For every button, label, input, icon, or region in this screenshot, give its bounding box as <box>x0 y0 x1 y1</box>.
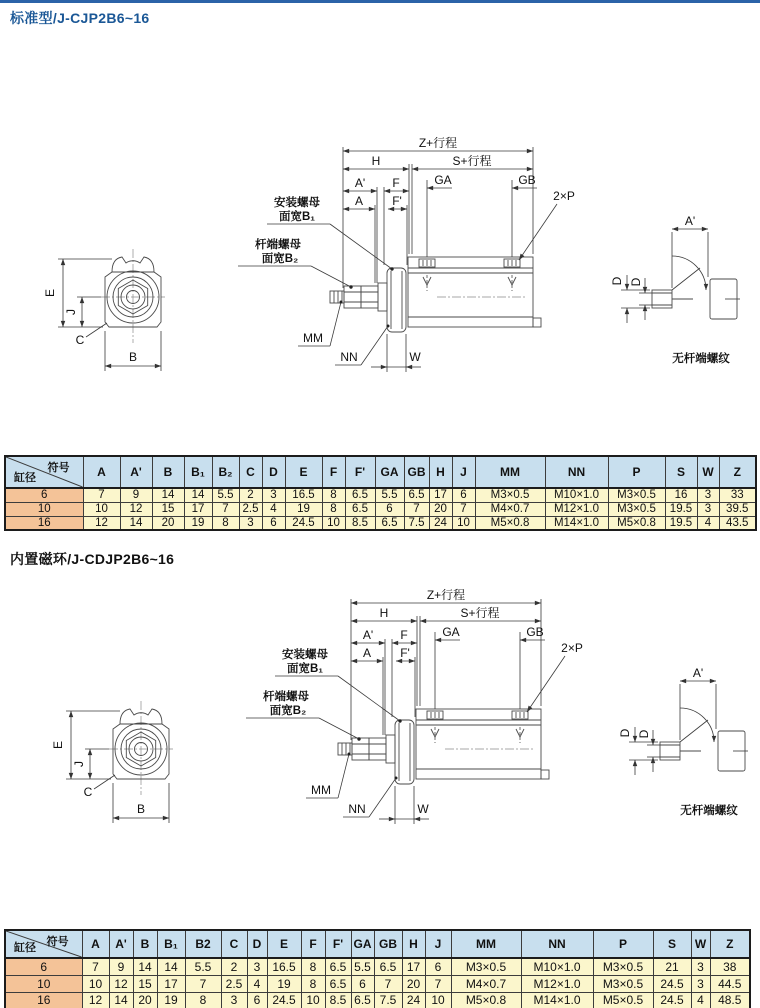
table-cell: M3×0.5 <box>608 502 665 516</box>
dim-label-a-prime: A' <box>354 176 366 190</box>
col-header: GB <box>374 930 402 958</box>
bore-cell: 10 <box>5 975 82 992</box>
table-cell: 8.5 <box>325 992 351 1008</box>
table-cell: 2 <box>239 488 262 502</box>
table-cell: 19 <box>267 975 301 992</box>
table-cell: 10 <box>425 992 451 1008</box>
table-cell: 7 <box>452 502 475 516</box>
table-row <box>5 516 756 530</box>
dim-label-h: H <box>371 154 381 168</box>
col-header: MM <box>475 456 545 488</box>
mount-nut-label-line1: 安装螺母 <box>274 197 320 209</box>
col-header: E <box>267 930 301 958</box>
dim-label-z-stroke: Z+行程 <box>418 136 458 150</box>
dim-label-s-stroke: S+行程 <box>452 154 492 168</box>
table-cell: 3 <box>697 502 719 516</box>
table-cell: 19 <box>285 502 322 516</box>
table-cell: 24.5 <box>653 975 691 992</box>
col-header: MM <box>451 930 521 958</box>
table-cell: 10 <box>452 516 475 530</box>
col-header: GA <box>351 930 374 958</box>
table-cell: 3 <box>691 958 710 975</box>
table-row <box>5 488 756 502</box>
table-cell: 7.5 <box>374 992 402 1008</box>
table-cell: 10 <box>322 516 345 530</box>
table-cell: 3 <box>262 488 285 502</box>
detail-caption: 无杆端螺纹 <box>672 353 730 365</box>
table-cell: M5×0.8 <box>475 516 545 530</box>
table-cell: 6 <box>452 488 475 502</box>
table-cell: 48.5 <box>710 992 750 1008</box>
table-cell: 16 <box>665 488 697 502</box>
table-cell: 7 <box>404 502 429 516</box>
dim-label-e: E <box>43 288 57 298</box>
table-cell: 12 <box>120 502 152 516</box>
table-cell: 24.5 <box>285 516 322 530</box>
bore-cell: 16 <box>5 516 83 530</box>
col-header: F' <box>345 456 375 488</box>
table-cell: 20 <box>402 975 425 992</box>
bore-cell: 10 <box>5 502 83 516</box>
table-cell: 16.5 <box>267 958 301 975</box>
col-header: J <box>452 456 475 488</box>
table-row <box>5 958 750 975</box>
table-cell: M3×0.5 <box>451 958 521 975</box>
col-header: C <box>239 456 262 488</box>
table-cell: M3×0.5 <box>593 958 653 975</box>
col-header: B2 <box>185 930 221 958</box>
dim-label-f: F <box>392 176 400 190</box>
col-header: B₂ <box>212 456 239 488</box>
table-cell: 20 <box>133 992 157 1008</box>
bore-cell: 16 <box>5 992 82 1008</box>
table-cell: 17 <box>157 975 185 992</box>
dim-label-c: C <box>75 333 85 347</box>
col-header: S <box>653 930 691 958</box>
table-cell: 14 <box>152 488 184 502</box>
table-row <box>5 975 750 992</box>
front-view <box>43 249 165 371</box>
table-cell: 6.5 <box>345 502 375 516</box>
table-cell: M5×0.8 <box>608 516 665 530</box>
table-row <box>5 502 756 516</box>
rod-end-detail-view <box>610 214 740 365</box>
table-cell: 24 <box>429 516 452 530</box>
dim-label-j: J <box>64 309 78 315</box>
table-cell: 3 <box>221 992 247 1008</box>
mount-nut-label-line2: 面宽B₁ <box>278 211 316 223</box>
table-cell: 6.5 <box>325 975 351 992</box>
dim-label-mm: MM <box>303 331 323 345</box>
table-cell: 7 <box>82 958 109 975</box>
dimension-table-magnetic <box>4 929 751 1008</box>
cylinder-drawing-2 <box>51 588 748 824</box>
dim-label-a: A <box>354 194 364 208</box>
table-cell: 4 <box>697 516 719 530</box>
table-cell: M10×1.0 <box>521 958 593 975</box>
table-cell: 6.5 <box>325 958 351 975</box>
table-cell: M3×0.5 <box>593 975 653 992</box>
detail-label-d1: D <box>610 276 624 286</box>
table-cell: 20 <box>429 502 452 516</box>
table-cell: 19 <box>157 992 185 1008</box>
col-header: A' <box>109 930 133 958</box>
table-cell: 5.5 <box>212 488 239 502</box>
dimension-table-standard <box>4 455 757 531</box>
table-cell: 5.5 <box>375 488 404 502</box>
table-cell: 10 <box>301 992 325 1008</box>
table-cell: M14×1.0 <box>521 992 593 1008</box>
table-cell: 9 <box>109 958 133 975</box>
table-cell: M3×0.5 <box>608 488 665 502</box>
table-cell: 8 <box>212 516 239 530</box>
table-cell: 5.5 <box>185 958 221 975</box>
table-cell: 5.5 <box>351 958 374 975</box>
table-cell: 14 <box>157 958 185 975</box>
table-cell: 3 <box>239 516 262 530</box>
table-cell: M14×1.0 <box>545 516 608 530</box>
dim-label-2xp: 2×P <box>553 189 575 203</box>
table-cell: 7.5 <box>404 516 429 530</box>
col-header: Z <box>710 930 750 958</box>
table-cell: M12×1.0 <box>521 975 593 992</box>
table-cell: 6 <box>351 975 374 992</box>
col-header: B₁ <box>157 930 185 958</box>
table-cell: 6.5 <box>404 488 429 502</box>
table-cell: 4 <box>691 992 710 1008</box>
col-header: NN <box>521 930 593 958</box>
corner-header <box>5 930 82 958</box>
corner-label-bore: 缸径 <box>14 942 36 954</box>
table-cell: 4 <box>262 502 285 516</box>
col-header: NN <box>545 456 608 488</box>
corner-header <box>5 456 83 488</box>
table-cell: 6 <box>425 958 451 975</box>
table-cell: 15 <box>152 502 184 516</box>
rod-nut-label-line1: 杆端螺母 <box>255 239 301 251</box>
table-cell: 6 <box>262 516 285 530</box>
table-cell: 7 <box>374 975 402 992</box>
table-cell: 8 <box>322 502 345 516</box>
table-cell: 24.5 <box>267 992 301 1008</box>
table-cell: 12 <box>82 992 109 1008</box>
col-header: F <box>301 930 325 958</box>
table-cell: 3 <box>697 488 719 502</box>
col-header: A <box>83 456 120 488</box>
col-header: W <box>691 930 710 958</box>
bore-cell: 6 <box>5 488 83 502</box>
table-cell: 24.5 <box>653 992 691 1008</box>
col-header: Z <box>719 456 756 488</box>
corner-label-bore: 缸径 <box>14 472 36 484</box>
col-header: H <box>402 930 425 958</box>
table-cell: M4×0.7 <box>475 502 545 516</box>
col-header: C <box>221 930 247 958</box>
detail-label-d2: D <box>629 277 643 287</box>
table-cell: 8.5 <box>345 516 375 530</box>
dim-label-f-prime: F' <box>392 194 402 208</box>
table-cell: 39.5 <box>719 502 756 516</box>
table-cell: 6.5 <box>351 992 374 1008</box>
table-cell: M5×0.5 <box>593 992 653 1008</box>
table-cell: 43.5 <box>719 516 756 530</box>
cylinder-drawing <box>43 136 740 372</box>
col-header: B <box>152 456 184 488</box>
table-cell: 3 <box>691 975 710 992</box>
table-row <box>5 992 750 1008</box>
table-cell: 7 <box>185 975 221 992</box>
table-cell: 3 <box>247 958 267 975</box>
corner-label-symbol: 符号 <box>47 462 70 474</box>
table-cell: 14 <box>184 488 212 502</box>
table-cell: 12 <box>109 975 133 992</box>
table-cell: 17 <box>402 958 425 975</box>
table-cell: 9 <box>120 488 152 502</box>
table-cell: 6 <box>375 502 404 516</box>
dim-label-ga: GA <box>434 173 452 187</box>
side-view <box>238 136 575 372</box>
table-cell: 2.5 <box>221 975 247 992</box>
detail-label-a-prime: A' <box>684 214 696 228</box>
col-header: P <box>593 930 653 958</box>
table-cell: 10 <box>82 975 109 992</box>
table-cell: 7 <box>83 488 120 502</box>
dim-label-w: W <box>409 350 421 364</box>
rod-nut-label-line2: 面宽B₂ <box>261 253 299 265</box>
table-cell: M12×1.0 <box>545 502 608 516</box>
table-cell: 4 <box>247 975 267 992</box>
col-header: H <box>429 456 452 488</box>
table-cell: 33 <box>719 488 756 502</box>
col-header: S <box>665 456 697 488</box>
section1-title: 标准型/J-CJP2B6~16 <box>10 10 150 26</box>
table-cell: 8 <box>185 992 221 1008</box>
table-cell: 7 <box>425 975 451 992</box>
table-cell: 19.5 <box>665 516 697 530</box>
col-header: E <box>285 456 322 488</box>
table-cell: 14 <box>109 992 133 1008</box>
col-header: D <box>262 456 285 488</box>
table-cell: 8 <box>301 975 325 992</box>
table-cell: 8 <box>322 488 345 502</box>
dim-label-nn: NN <box>340 350 358 364</box>
table-cell: 19.5 <box>665 502 697 516</box>
section2-title: 内置磁环/J-CDJP2B6~16 <box>10 551 175 567</box>
table-cell: 6.5 <box>374 958 402 975</box>
table-cell: 6.5 <box>345 488 375 502</box>
dim-label-b: B <box>128 350 138 364</box>
dim-label-gb: GB <box>518 173 536 187</box>
table-cell: 2.5 <box>239 502 262 516</box>
port-symbol <box>419 259 435 291</box>
table-cell: 8 <box>301 958 325 975</box>
col-header: B <box>133 930 157 958</box>
col-header: F <box>322 456 345 488</box>
table-cell: 6 <box>247 992 267 1008</box>
table-cell: 7 <box>212 502 239 516</box>
col-header: D <box>247 930 267 958</box>
table-cell: 21 <box>653 958 691 975</box>
table-cell: 12 <box>83 516 120 530</box>
col-header: B₁ <box>184 456 212 488</box>
corner-label-symbol: 符号 <box>46 936 69 948</box>
col-header: A' <box>120 456 152 488</box>
table-cell: 10 <box>83 502 120 516</box>
col-header: W <box>697 456 719 488</box>
col-header: J <box>425 930 451 958</box>
table-cell: 14 <box>120 516 152 530</box>
table-cell: 20 <box>152 516 184 530</box>
table-cell: M5×0.8 <box>451 992 521 1008</box>
table-cell: M10×1.0 <box>545 488 608 502</box>
table-cell: 16.5 <box>285 488 322 502</box>
table-cell: 44.5 <box>710 975 750 992</box>
table-cell: 2 <box>221 958 247 975</box>
table-cell: 17 <box>184 502 212 516</box>
table-cell: 38 <box>710 958 750 975</box>
table-cell: M3×0.5 <box>475 488 545 502</box>
col-header: GA <box>375 456 404 488</box>
table-cell: 19 <box>184 516 212 530</box>
table-cell: 14 <box>133 958 157 975</box>
col-header: GB <box>404 456 429 488</box>
table-cell: M4×0.7 <box>451 975 521 992</box>
table-cell: 24 <box>402 992 425 1008</box>
table-cell: 15 <box>133 975 157 992</box>
col-header: A <box>82 930 109 958</box>
col-header: F' <box>325 930 351 958</box>
table-cell: 6.5 <box>375 516 404 530</box>
bore-cell: 6 <box>5 958 82 975</box>
col-header: P <box>608 456 665 488</box>
table-cell: 17 <box>429 488 452 502</box>
